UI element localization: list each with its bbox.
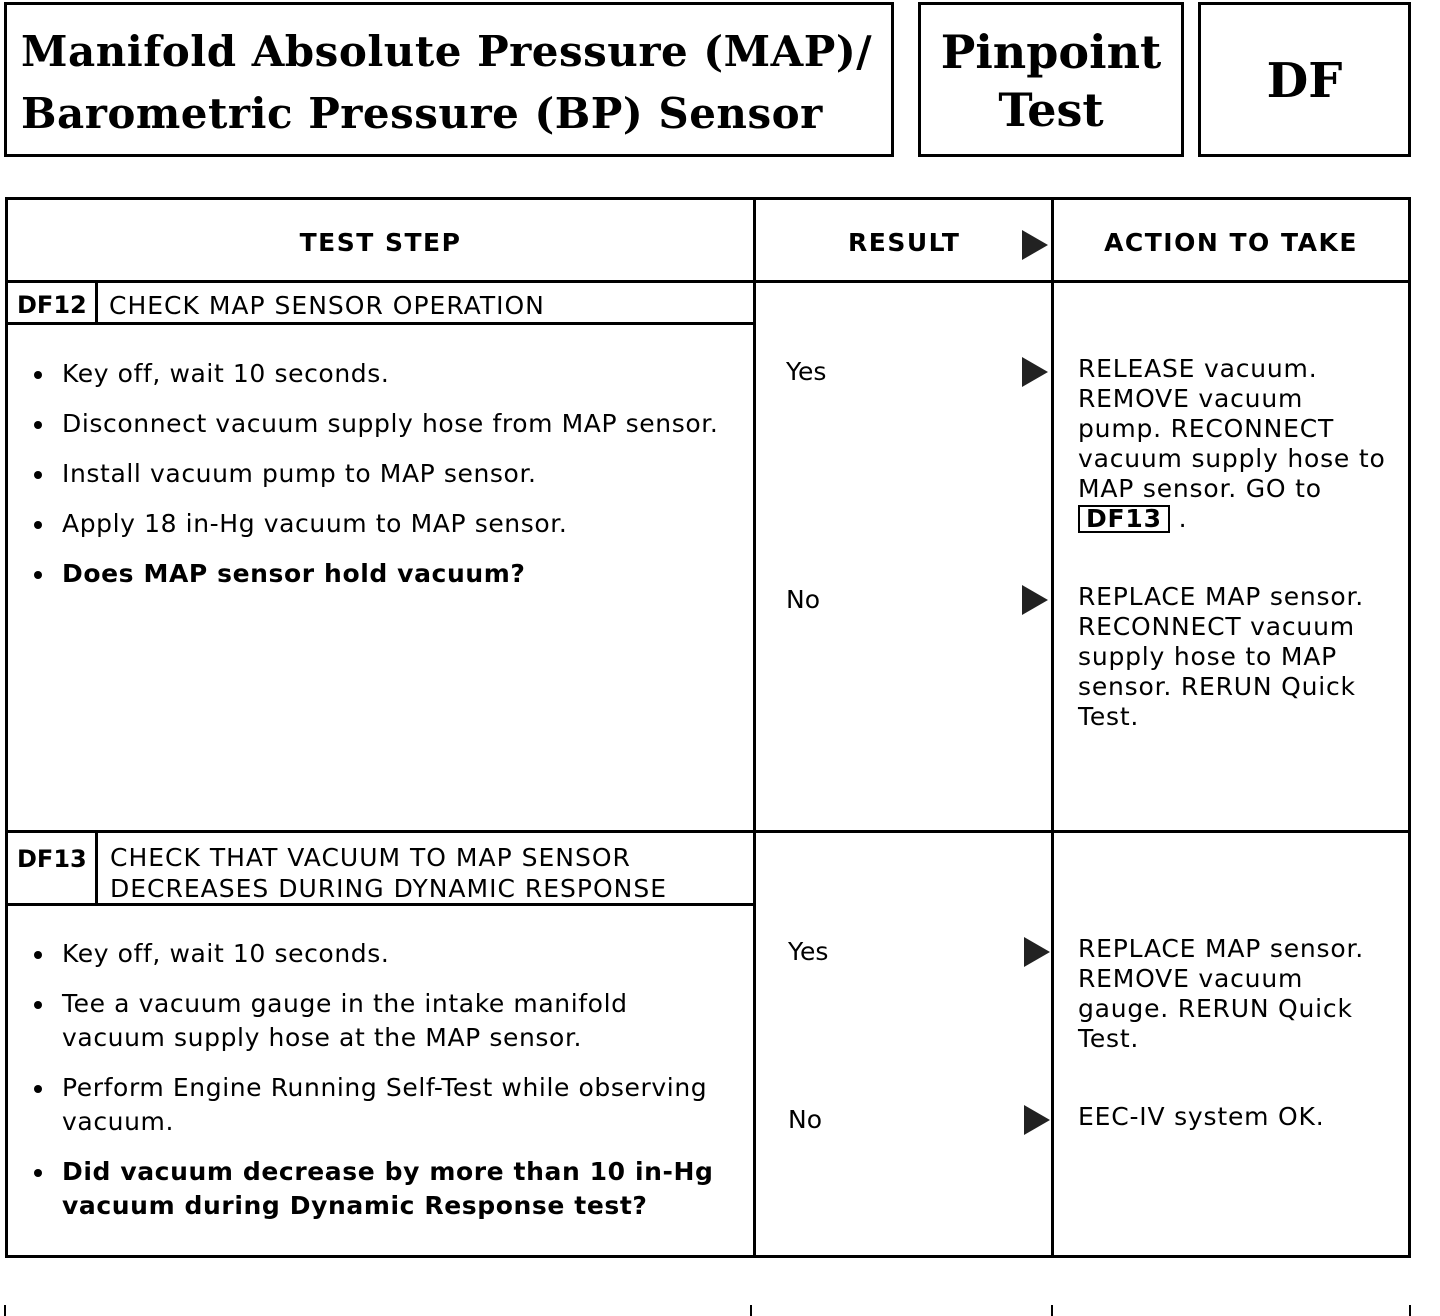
pinpoint-label: Pinpoint	[940, 25, 1162, 79]
page-tick-mark	[750, 1305, 752, 1316]
action-line: REPLACE MAP sensor.	[1078, 582, 1365, 611]
title-line-2: Barometric Pressure (BP) Sensor	[21, 89, 823, 138]
list-item-text: Key off, wait 10 seconds.	[62, 939, 390, 968]
step-id-divider	[95, 833, 98, 904]
column-divider-2	[1051, 200, 1054, 1255]
action-line: REMOVE vacuum	[1078, 964, 1304, 993]
step-title-line: DECREASES DURING DYNAMIC RESPONSE	[110, 874, 668, 903]
step-question: Does MAP sensor hold vacuum?	[30, 557, 718, 591]
pinpoint-test-table	[5, 197, 1411, 1258]
column-divider-1	[753, 200, 756, 1255]
right-triangle-arrow-icon	[1022, 230, 1048, 260]
step-instructions-df12	[30, 357, 718, 607]
column-header-test-step: TEST STEP	[299, 228, 462, 257]
list-item-text: vacuum supply hose at the MAP sensor.	[62, 1023, 583, 1052]
action-line-suffix: .	[1178, 504, 1188, 533]
action-line: sensor. RERUN Quick	[1078, 672, 1356, 701]
action-line: REMOVE vacuum	[1078, 384, 1304, 413]
page-tick-mark	[1409, 1305, 1411, 1316]
action-line: pump. RECONNECT	[1078, 414, 1335, 443]
right-triangle-arrow-icon	[1024, 1105, 1050, 1135]
action-line: RECONNECT vacuum	[1078, 612, 1355, 641]
title-line-1: Manifold Absolute Pressure (MAP)/	[21, 27, 873, 76]
action-line: Test.	[1078, 1024, 1140, 1053]
test-label: Test	[998, 83, 1104, 137]
step-instructions-df13	[30, 937, 714, 1239]
test-code-box	[1198, 2, 1411, 157]
pinpoint-test-box	[918, 2, 1184, 157]
right-triangle-arrow-icon	[1022, 585, 1048, 615]
result-no: No	[788, 1105, 822, 1134]
result-no: No	[786, 585, 820, 614]
action-line: RELEASE vacuum.	[1078, 354, 1318, 383]
step-title-divider	[8, 322, 753, 325]
result-yes: Yes	[788, 937, 829, 966]
page-tick-mark	[4, 1305, 6, 1316]
right-triangle-arrow-icon	[1022, 357, 1048, 387]
list-item-text: Did vacuum decrease by more than 10 in-Hg	[62, 1157, 714, 1186]
step-row-divider	[8, 830, 1408, 833]
list-item: Key off, wait 10 seconds.	[30, 357, 718, 391]
list-item-text: vacuum.	[62, 1107, 175, 1136]
action-line: EEC-IV system OK.	[1078, 1102, 1325, 1131]
action-yes-df13	[1078, 934, 1364, 1054]
action-line: gauge. RERUN Quick	[1078, 994, 1353, 1023]
action-line: Test.	[1078, 702, 1140, 731]
step-title-df13	[110, 842, 667, 904]
step-title-df12: CHECK MAP SENSOR OPERATION	[109, 291, 545, 320]
step-id-divider	[95, 283, 98, 323]
step-title-line: CHECK THAT VACUUM TO MAP SENSOR	[110, 843, 631, 872]
list-item: Install vacuum pump to MAP sensor.	[30, 457, 718, 491]
list-item-text: Tee a vacuum gauge in the intake manifold	[62, 989, 628, 1018]
list-item-text: Perform Engine Running Self-Test while observing	[62, 1073, 708, 1102]
step-id-df12: DF12	[17, 291, 87, 319]
step-id-df13: DF13	[17, 845, 87, 873]
column-header-result: RESULT	[848, 228, 961, 257]
action-no-df13	[1078, 1102, 1324, 1132]
column-header-action: ACTION TO TAKE	[1104, 228, 1358, 257]
step-reference-df13[interactable]: DF13	[1078, 505, 1170, 533]
list-item	[30, 1071, 714, 1139]
list-item: Apply 18 in-Hg vacuum to MAP sensor.	[30, 507, 718, 541]
action-line: vacuum supply hose to	[1078, 444, 1386, 473]
page-tick-mark	[1051, 1305, 1053, 1316]
action-line: REPLACE MAP sensor.	[1078, 934, 1365, 963]
action-yes-df12	[1078, 354, 1386, 534]
right-triangle-arrow-icon	[1024, 937, 1050, 967]
action-line: supply hose to MAP	[1078, 642, 1337, 671]
action-no-df12	[1078, 582, 1364, 732]
list-item	[30, 937, 714, 971]
result-yes: Yes	[786, 357, 827, 386]
list-item: Disconnect vacuum supply hose from MAP sensor.	[30, 407, 718, 441]
title-box	[4, 2, 894, 157]
list-item-text: vacuum during Dynamic Response test?	[62, 1191, 648, 1220]
action-line: MAP sensor. GO to	[1078, 474, 1322, 503]
header-row-divider	[8, 280, 1408, 283]
test-code: DF	[1266, 53, 1343, 109]
list-item	[30, 987, 714, 1055]
step-question	[30, 1155, 714, 1223]
